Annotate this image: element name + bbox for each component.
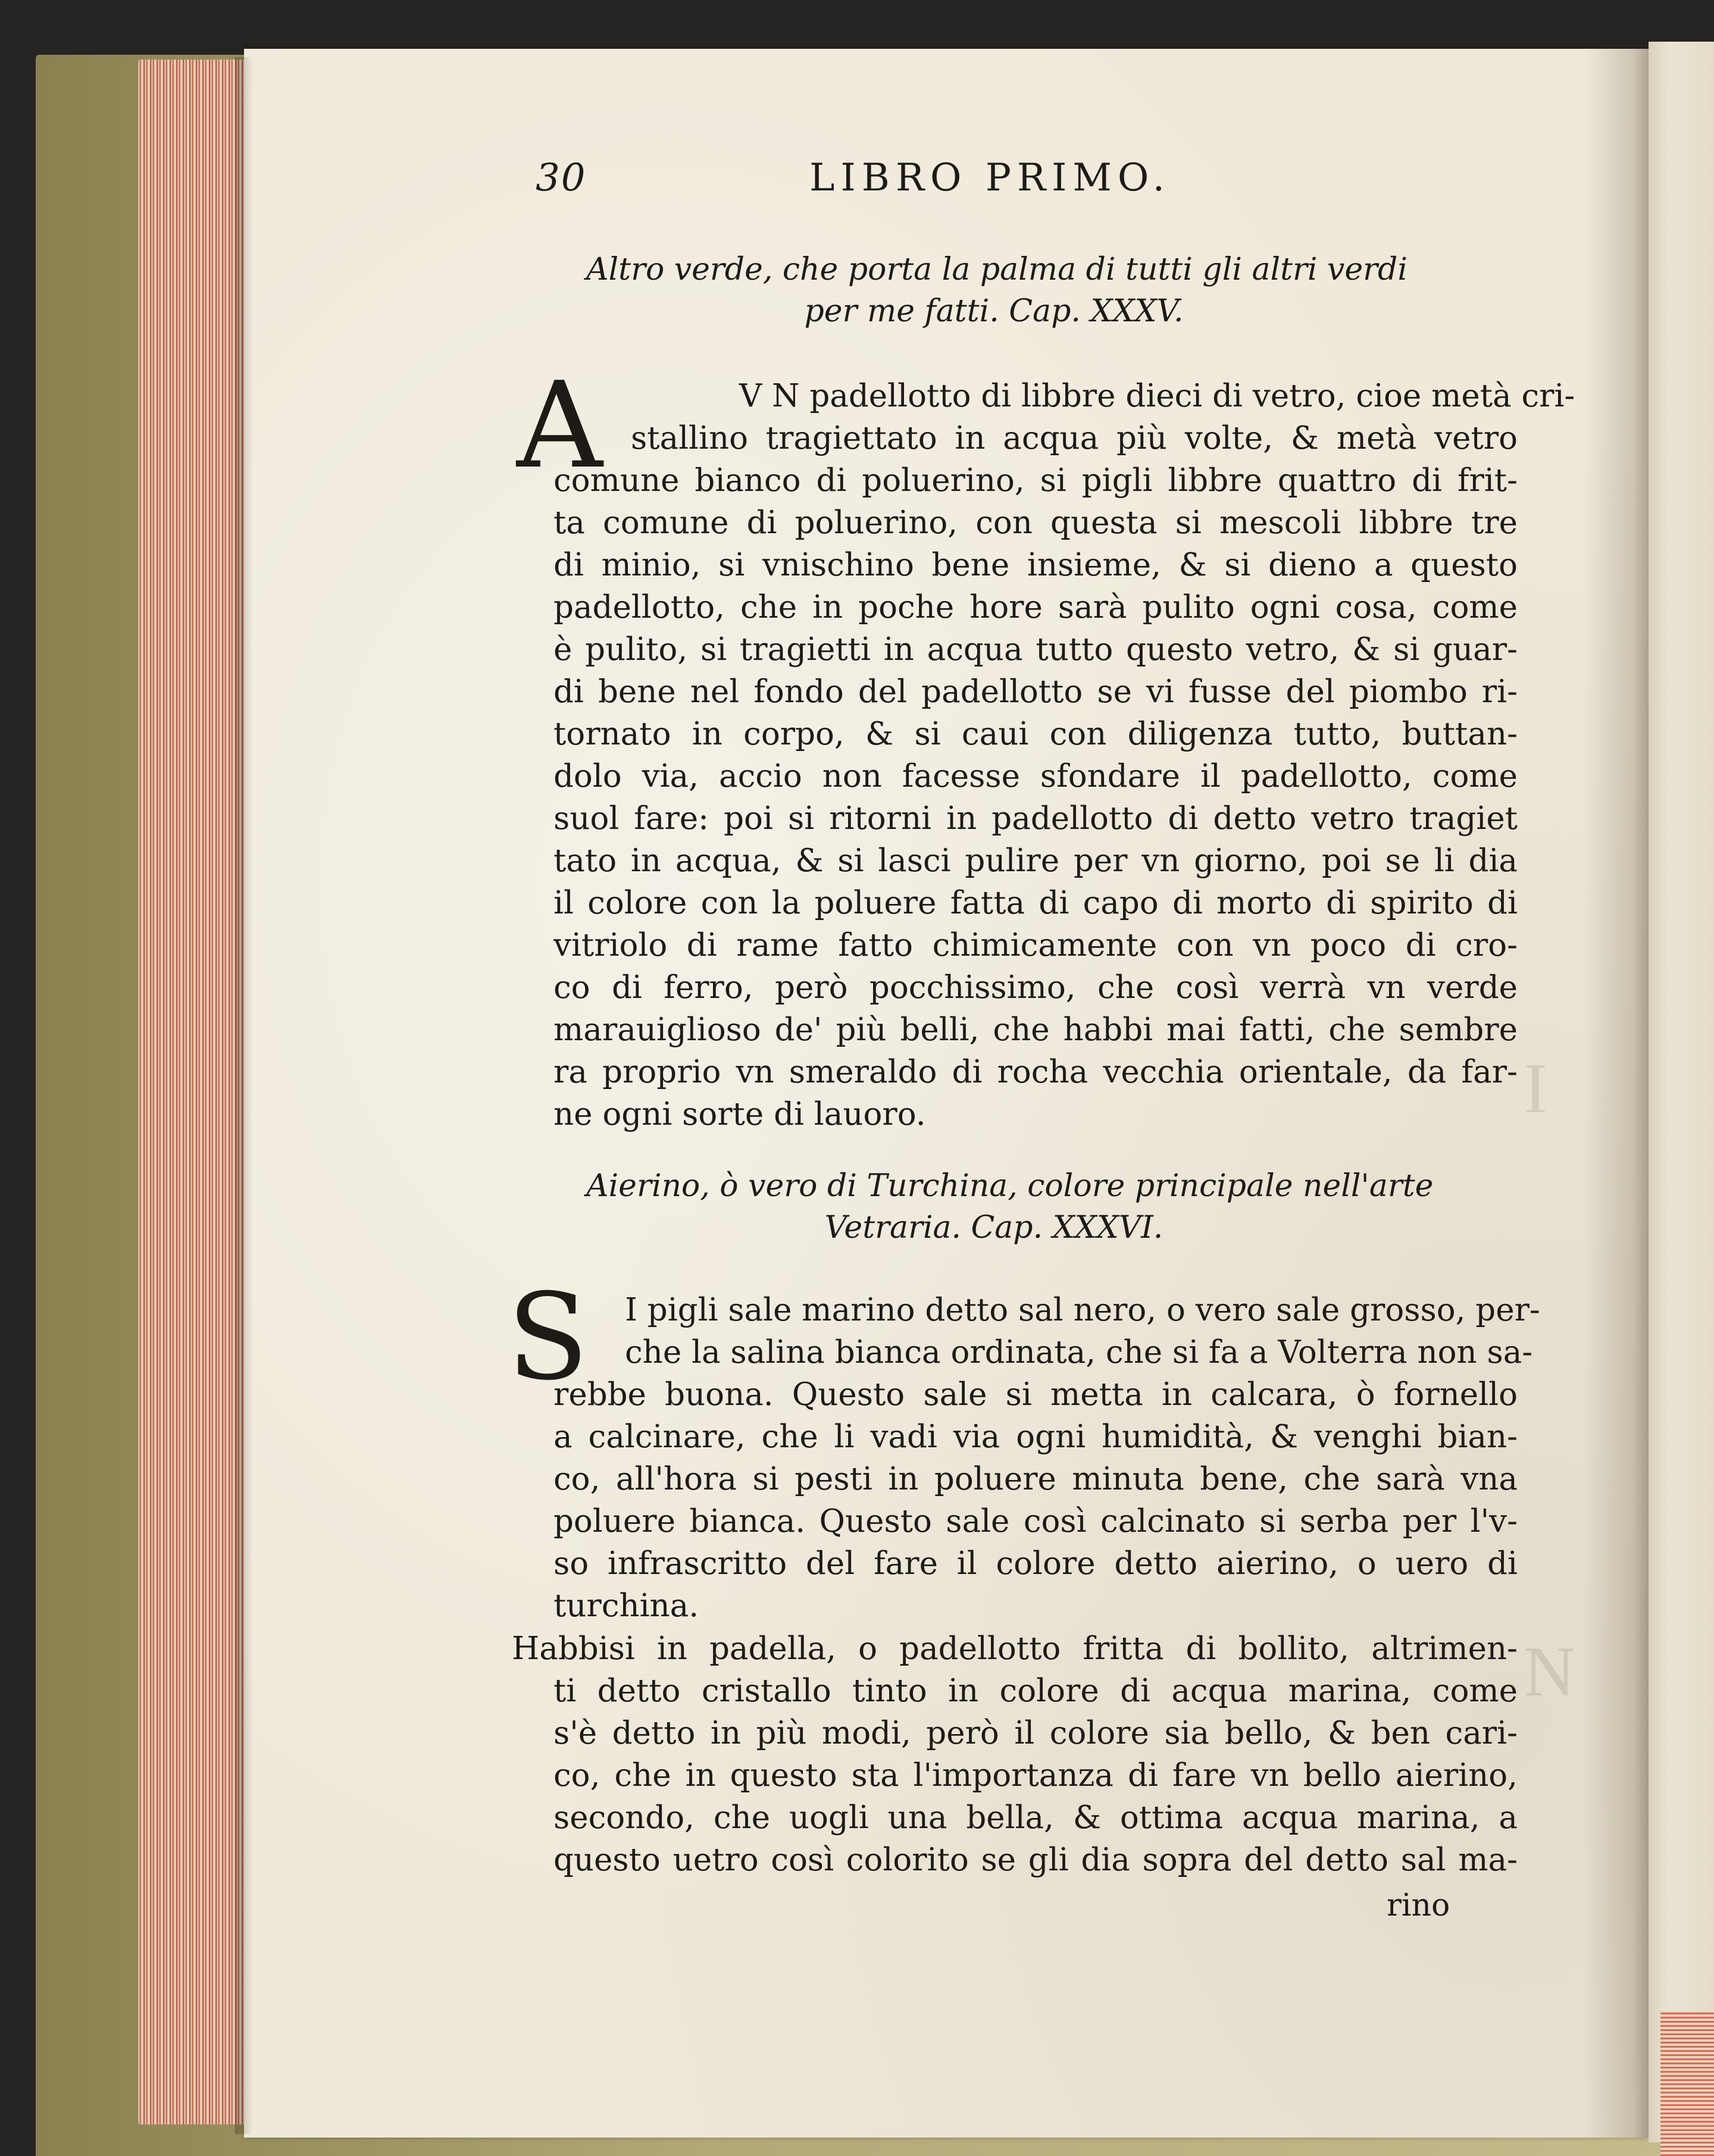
text-line: padellotto, che in poche hore sarà pulito ogni cosa, come bbox=[553, 589, 1518, 625]
drop-cap: S bbox=[507, 1268, 589, 1407]
page-edges bbox=[138, 60, 245, 2124]
chapter-heading bbox=[586, 1165, 1434, 1248]
text-line: di bene nel fondo del padellotto se vi fusse del piombo ri- bbox=[553, 674, 1518, 710]
catchword: rino bbox=[1387, 1888, 1450, 1923]
text-line: secondo, che uogli una bella, & ottima acqua marina, a bbox=[553, 1800, 1518, 1836]
text-line: è pulito, si tragietti in acqua tutto questo vetro, & si guar- bbox=[553, 631, 1518, 668]
text-line: poluere bianca. Questo sale così calcinato si serba per l'v- bbox=[553, 1503, 1518, 1539]
text-line: co di ferro, però pocchissimo, che così verrà vn verde bbox=[553, 969, 1518, 1006]
facing-page-edge bbox=[1660, 2011, 1714, 2156]
facing-page bbox=[1649, 42, 1714, 2142]
chapter-text bbox=[553, 1289, 1540, 1627]
text-line: marauiglioso de' più belli, che habbi mai fatti, che sembre bbox=[553, 1012, 1518, 1048]
chapter-heading bbox=[586, 249, 1408, 332]
edge-shadow bbox=[235, 57, 253, 2134]
text-line: di minio, si vnischino bene insieme, & si dieno a questo bbox=[553, 547, 1518, 583]
text-line: comune bianco di poluerino, si pigli libbre quattro di frit- bbox=[553, 462, 1518, 499]
show-through-mark: N bbox=[1524, 1632, 1575, 1711]
page-number: 30 bbox=[536, 156, 587, 200]
heading-line: per me fatti. Cap. XXXV. bbox=[804, 293, 1184, 329]
chapter-text bbox=[553, 375, 1575, 1135]
text-line: dolo via, accio non facesse sfondare il padellotto, come bbox=[553, 758, 1518, 794]
text-line: a calcinare, che li vadi via ogni humidità, & venghi bian- bbox=[553, 1419, 1518, 1455]
text-line: il colore con la poluere fatta di capo di morto di spirito di bbox=[553, 885, 1518, 921]
text-line: tato in acqua, & si lasci pulire per vn giorno, poi se li dia bbox=[553, 843, 1518, 879]
text-line: co, all'hora si pesti in poluere minuta bene, che sarà vna bbox=[553, 1461, 1518, 1497]
text-line: co, che in questo sta l'importanza di fare vn bello aierino, bbox=[553, 1757, 1518, 1794]
running-title: LIBRO PRIMO. bbox=[809, 156, 1171, 200]
page-header bbox=[536, 156, 1440, 204]
gutter-shadow bbox=[1583, 49, 1654, 2138]
text-line: Habbisi in padella, o padellotto fritta di bollito, altrimen- bbox=[512, 1631, 1518, 1667]
text-line: suol fare: poi si ritorni in padellotto di detto vetro tragiet bbox=[553, 800, 1518, 837]
text-line: V N padellotto di libbre dieci di vetro, cioe metà cri- bbox=[739, 378, 1575, 414]
text-line: vitriolo di rame fatto chimicamente con vn poco di cro- bbox=[553, 927, 1518, 963]
text-line: turchina. bbox=[553, 1588, 699, 1624]
text-line: ta comune di poluerino, con questa si mescoli libbre tre bbox=[553, 505, 1518, 541]
show-through-mark: I bbox=[1524, 1049, 1547, 1128]
text-line: rebbe buona. Questo sale si metta in calcara, ò fornello bbox=[553, 1376, 1518, 1413]
drop-cap: A bbox=[517, 356, 603, 495]
text-line: stallino tragiettato in acqua più volte, & metà vetro bbox=[631, 420, 1518, 456]
text-line: che la salina bianca ordinata, che si fa a Volterra non sa- bbox=[625, 1334, 1533, 1370]
text-line: questo uetro così colorito se gli dia sopra del detto sal ma- bbox=[553, 1842, 1518, 1878]
chapter-text bbox=[512, 1628, 1518, 1881]
text-line: so infrascritto del fare il colore detto aierino, o uero di bbox=[553, 1545, 1518, 1582]
heading-line: Aierino, ò vero di Turchina, colore principale nell'arte bbox=[586, 1168, 1434, 1204]
heading-line: Altro verde, che porta la palma di tutti gli altri verdi bbox=[586, 252, 1408, 287]
text-line: s'è detto in più modi, però il colore sia bello, & ben cari- bbox=[553, 1715, 1518, 1751]
heading-line: Vetraria. Cap. XXXVI. bbox=[824, 1210, 1163, 1246]
text-line: tornato in corpo, & si caui con diligenza tutto, buttan- bbox=[553, 716, 1518, 752]
text-line: I pigli sale marino detto sal nero, o vero sale grosso, per- bbox=[625, 1292, 1540, 1328]
text-line: ne ogni sorte di lauoro. bbox=[553, 1096, 926, 1132]
text-line: ti detto cristallo tinto in colore di acqua marina, come bbox=[553, 1673, 1518, 1709]
text-line: ra proprio vn smeraldo di rocha vecchia orientale, da far- bbox=[553, 1054, 1518, 1090]
